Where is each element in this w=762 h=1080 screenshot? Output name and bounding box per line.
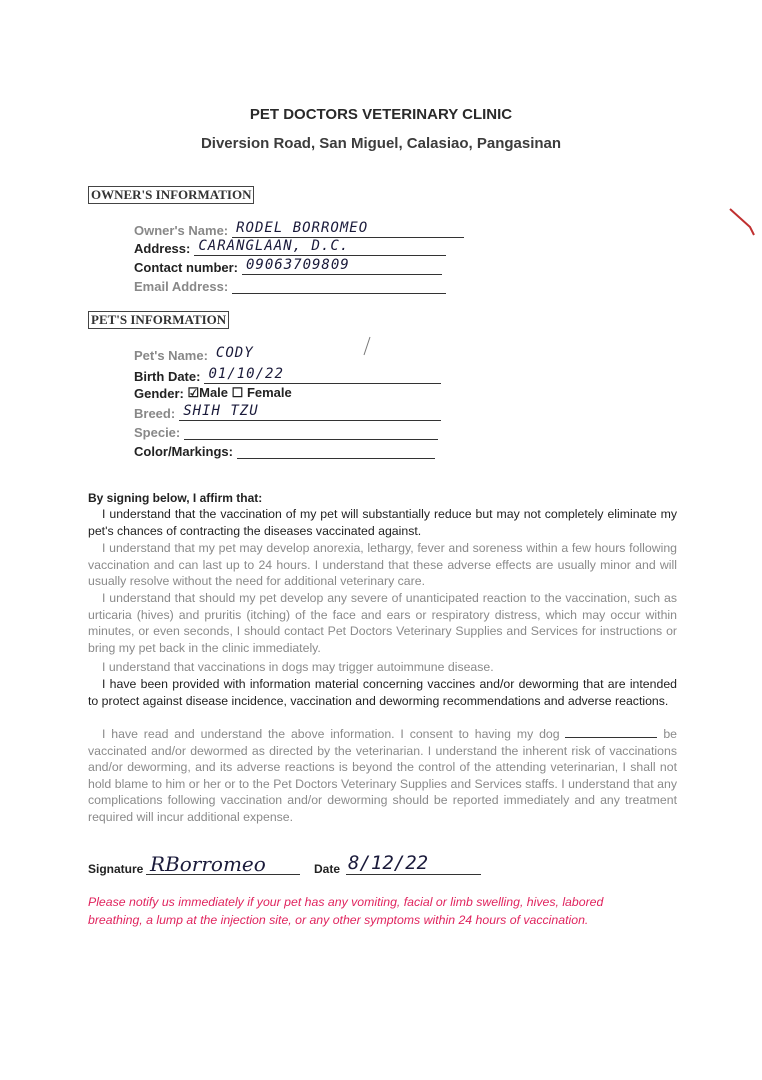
- contact-field: [134, 257, 442, 277]
- male-label: Male: [199, 385, 229, 400]
- consent-text-end: be vaccinated and/or dewormed as directed by the veterinarian. I understand the inherent risk of vaccinations and/or deworming, and its adverse reactions is beyond the control of the attending veterinarian, I shall not hold blame to him or her or to the Pet Doctors Veterinary Supplies and Services staffs. I understand that any complications following vaccination and/or deworming should be reported immediately and any treatment required will incur additional expense.: [88, 727, 677, 824]
- contact-line[interactable]: [242, 257, 442, 275]
- owner-name-label: Owner's Name:: [134, 223, 229, 238]
- affirm-paragraph-1: I understand that the vaccination of my pet will substantially reduce but may not completely eliminate my pet's chances of contracting the diseases vaccinated against.: [88, 507, 677, 538]
- female-label: Female: [246, 385, 292, 400]
- owner-name-field: [134, 220, 464, 240]
- pet-name-value: CODY: [215, 345, 254, 361]
- affirm-paragraph-5: I have been provided with information material concerning vaccines and/or deworming that are intended to protect against disease incidence, vaccination and deworming recommendations and adverse reactions.: [88, 677, 677, 708]
- clinic-address: Diversion Road, San Miguel, Calasiao, Pangasinan: [200, 135, 562, 152]
- date-value: 8/12/22: [348, 852, 429, 874]
- male-checkbox[interactable]: ☑: [187, 385, 200, 400]
- birth-date-label: Birth Date:: [134, 369, 201, 384]
- owner-name-value: RODEL BORROMEO: [236, 220, 369, 236]
- dog-name-blank[interactable]: [565, 726, 657, 738]
- birth-date-value: 01/10/22: [208, 366, 284, 382]
- affirm-paragraph-4: I understand that vaccinations in dogs may trigger autoimmune disease.: [102, 660, 494, 674]
- affirm-heading: By signing below, I affirm that:: [88, 491, 263, 505]
- female-checkbox[interactable]: ☐: [231, 385, 244, 400]
- affirm-paragraph-2: I understand that my pet may develop anorexia, lethargy, fever and soreness within a few hours following vaccination and can last up to 24 hours. I understand that these adverse effects are usually minor and will usually resolve without the need for additional veterinary care.: [88, 541, 677, 588]
- address-field: [134, 238, 446, 258]
- contact-label: Contact number:: [134, 260, 238, 275]
- color-markings-line[interactable]: [237, 441, 435, 459]
- owner-name-line[interactable]: [232, 220, 464, 238]
- symptom-notice: Please notify us immediately if your pet has any vomiting, facial or limb swelling, hives, labored breathing, a lump at the injection site, or any other symptoms within 24 hours of vaccination.: [88, 895, 604, 927]
- signature-label: Signature: [88, 862, 144, 876]
- pet-name-label: Pet's Name:: [134, 348, 208, 363]
- affirm-paragraph-3: I understand that should my pet develop any severe of unanticipated reaction to the vaccination, such as urticaria (hives) and pruritis (itching) of the face and ears or respiratory distress, which may occur within minutes, or even seconds, I should contact Pet Doctors Veterinary Supplies and Services for instructions or bring my pet back in the clinic immediately.: [88, 591, 677, 655]
- date-label: Date: [314, 862, 341, 876]
- email-field: [134, 276, 446, 296]
- pen-stroke-decoration: [360, 335, 374, 359]
- pet-section-heading: PET'S INFORMATION: [88, 311, 229, 329]
- specie-label: Specie:: [134, 425, 181, 440]
- specie-line[interactable]: [184, 422, 438, 440]
- contact-value: 09063709809: [246, 257, 350, 273]
- pet-name-field: [134, 345, 362, 365]
- color-markings-field: [134, 441, 435, 461]
- clinic-name: PET DOCTORS VETERINARY CLINIC: [249, 106, 513, 123]
- email-line[interactable]: [232, 276, 446, 294]
- pet-name-line[interactable]: [212, 345, 362, 363]
- date-line[interactable]: [346, 874, 481, 875]
- signature-handwriting: RBorromeo: [150, 852, 266, 876]
- birth-date-line[interactable]: [204, 366, 441, 384]
- address-line[interactable]: [194, 238, 446, 256]
- breed-field: [134, 403, 441, 423]
- specie-field: [134, 422, 438, 442]
- ink-mark-decoration: [728, 205, 758, 237]
- address-value: CARANGLAAN, D.C.: [198, 238, 350, 254]
- gender-field: [134, 385, 292, 405]
- breed-value: SHIH TZU: [183, 403, 259, 419]
- email-label: Email Address:: [134, 279, 229, 294]
- birth-date-field: [134, 366, 441, 386]
- color-markings-label: Color/Markings:: [134, 444, 233, 459]
- affirm-paragraph-6: [88, 726, 677, 825]
- breed-label: Breed:: [134, 406, 176, 421]
- gender-label: Gender:: [134, 386, 184, 401]
- consent-text-start: I have read and understand the above information. I consent to having my dog: [102, 727, 560, 741]
- owner-section-heading: OWNER'S INFORMATION: [88, 186, 254, 204]
- breed-line[interactable]: [179, 403, 441, 421]
- address-label: Address:: [134, 241, 191, 256]
- signature-row: [88, 852, 508, 882]
